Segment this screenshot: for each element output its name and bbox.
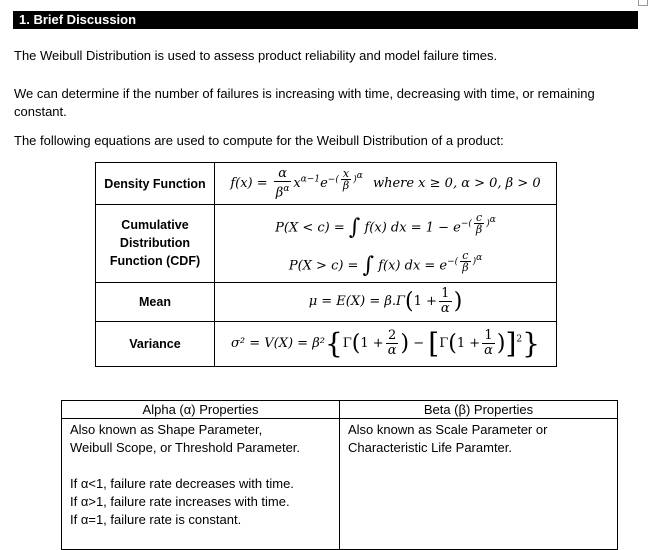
variance-frac2-den: α	[484, 343, 493, 359]
cdf-line1-exp: −( c β )α	[460, 211, 496, 236]
density-lhs: f(x) =	[230, 176, 268, 191]
variance-one-2: 1 +	[456, 336, 481, 352]
variance-gamma-1: Γ	[342, 336, 352, 352]
window-corner-box	[638, 0, 648, 6]
mean-row	[96, 282, 557, 321]
density-frac-den: $\beta^\alpha$	[275, 183, 290, 201]
variance-frac1-den: α	[387, 343, 397, 359]
cdf-line1-mid: f(x) dx = 1 − e	[364, 220, 461, 236]
alpha-heading: Alpha (α) Properties	[62, 401, 340, 419]
variance-formula	[215, 321, 557, 366]
alpha-rule-1: If α<1, failure rate decreases with time.	[70, 476, 294, 491]
cdf-line1-lhs: P(X < c) =	[275, 220, 345, 236]
variance-frac2-num: 1	[482, 329, 495, 344]
cdf-row	[96, 205, 557, 283]
alpha-rule-2: If α>1, failure rate increases with time.	[70, 494, 290, 509]
cdf-label: Cumulative Distribution Function (CDF)	[96, 205, 215, 283]
mean-label: Mean	[96, 282, 215, 321]
density-body: $x^{\alpha-1}e^{-( \frac{x}{\beta} )^\alpha}$	[293, 166, 363, 192]
density-label: Density Function	[96, 163, 215, 205]
open-paren-icon: (	[405, 289, 414, 315]
open-bracket-icon: [	[428, 327, 440, 361]
mean-frac-den: α	[440, 301, 450, 317]
variance-gamma-2: Γ	[439, 336, 449, 352]
close-bracket-icon: ]	[505, 327, 517, 361]
variance-row	[96, 321, 557, 366]
variance-label: Variance	[96, 321, 215, 366]
alpha-line-1: Also known as Shape Parameter,	[70, 422, 263, 437]
beta-line-1: Also known as Scale Parameter or	[348, 422, 548, 437]
beta-properties-cell	[340, 419, 618, 550]
variance-square: 2	[516, 334, 523, 345]
equations-intro-paragraph: The following equations are used to compute for the Weibull Distribution of a product:	[14, 133, 504, 148]
failure-trend-paragraph: We can determine if the number of failures is increasing with time, decreasing with time, or remaining constant.	[14, 86, 595, 119]
variance-frac1-num: 2	[386, 329, 399, 344]
cdf-line2-exp: −( c β )α	[447, 249, 483, 275]
mean-fraction	[439, 287, 452, 316]
equations-table	[95, 162, 557, 367]
cdf-line-greater	[215, 243, 556, 281]
mean-frac-num: 1	[439, 287, 452, 302]
density-formula	[215, 163, 557, 205]
density-frac-num: α	[274, 167, 292, 182]
section-header: 1. Brief Discussion	[13, 11, 638, 29]
cdf-line-less	[215, 205, 556, 243]
mean-one: 1 +	[413, 294, 437, 310]
alpha-line-2: Weibull Scope, or Threshold Parameter.	[70, 440, 301, 455]
close-paren-icon: )	[496, 331, 506, 357]
variance-expr: σ² = V(X) = β²	[231, 336, 325, 352]
cdf-line2-mid: f(x) dx = e	[378, 258, 448, 274]
properties-table	[61, 400, 618, 550]
cdf-formula	[215, 205, 557, 283]
open-brace-icon: {	[324, 327, 343, 361]
close-paren-icon: )	[400, 331, 410, 357]
cdf-line2-lhs: P(X > c) =	[288, 258, 359, 274]
variance-fraction-1	[386, 329, 399, 358]
beta-heading: Beta (β) Properties	[340, 401, 618, 419]
mean-expr: μ = E(X) = β.Γ	[308, 294, 406, 310]
density-condition: where x ≥ 0, α > 0, β > 0	[372, 176, 541, 191]
mean-formula	[215, 282, 557, 321]
close-brace-icon: }	[522, 327, 540, 361]
open-paren-icon: (	[351, 331, 361, 357]
variance-minus: −	[413, 336, 425, 352]
variance-one-1: 1 +	[360, 336, 384, 352]
integral-icon: ∫	[348, 214, 361, 240]
intro-paragraph: The Weibull Distribution is used to assess product reliability and model failure times.	[14, 48, 498, 63]
alpha-spacer	[70, 457, 331, 475]
alpha-rule-3: If α=1, failure rate is constant.	[70, 512, 242, 527]
density-row	[96, 163, 557, 205]
alpha-properties-cell	[62, 419, 340, 550]
integral-icon: ∫	[362, 253, 375, 279]
open-paren-icon: (	[448, 331, 457, 357]
variance-fraction-2	[482, 329, 495, 358]
beta-line-2: Characteristic Life Paramter.	[348, 440, 513, 455]
density-fraction	[274, 167, 292, 200]
close-paren-icon: )	[453, 289, 463, 315]
